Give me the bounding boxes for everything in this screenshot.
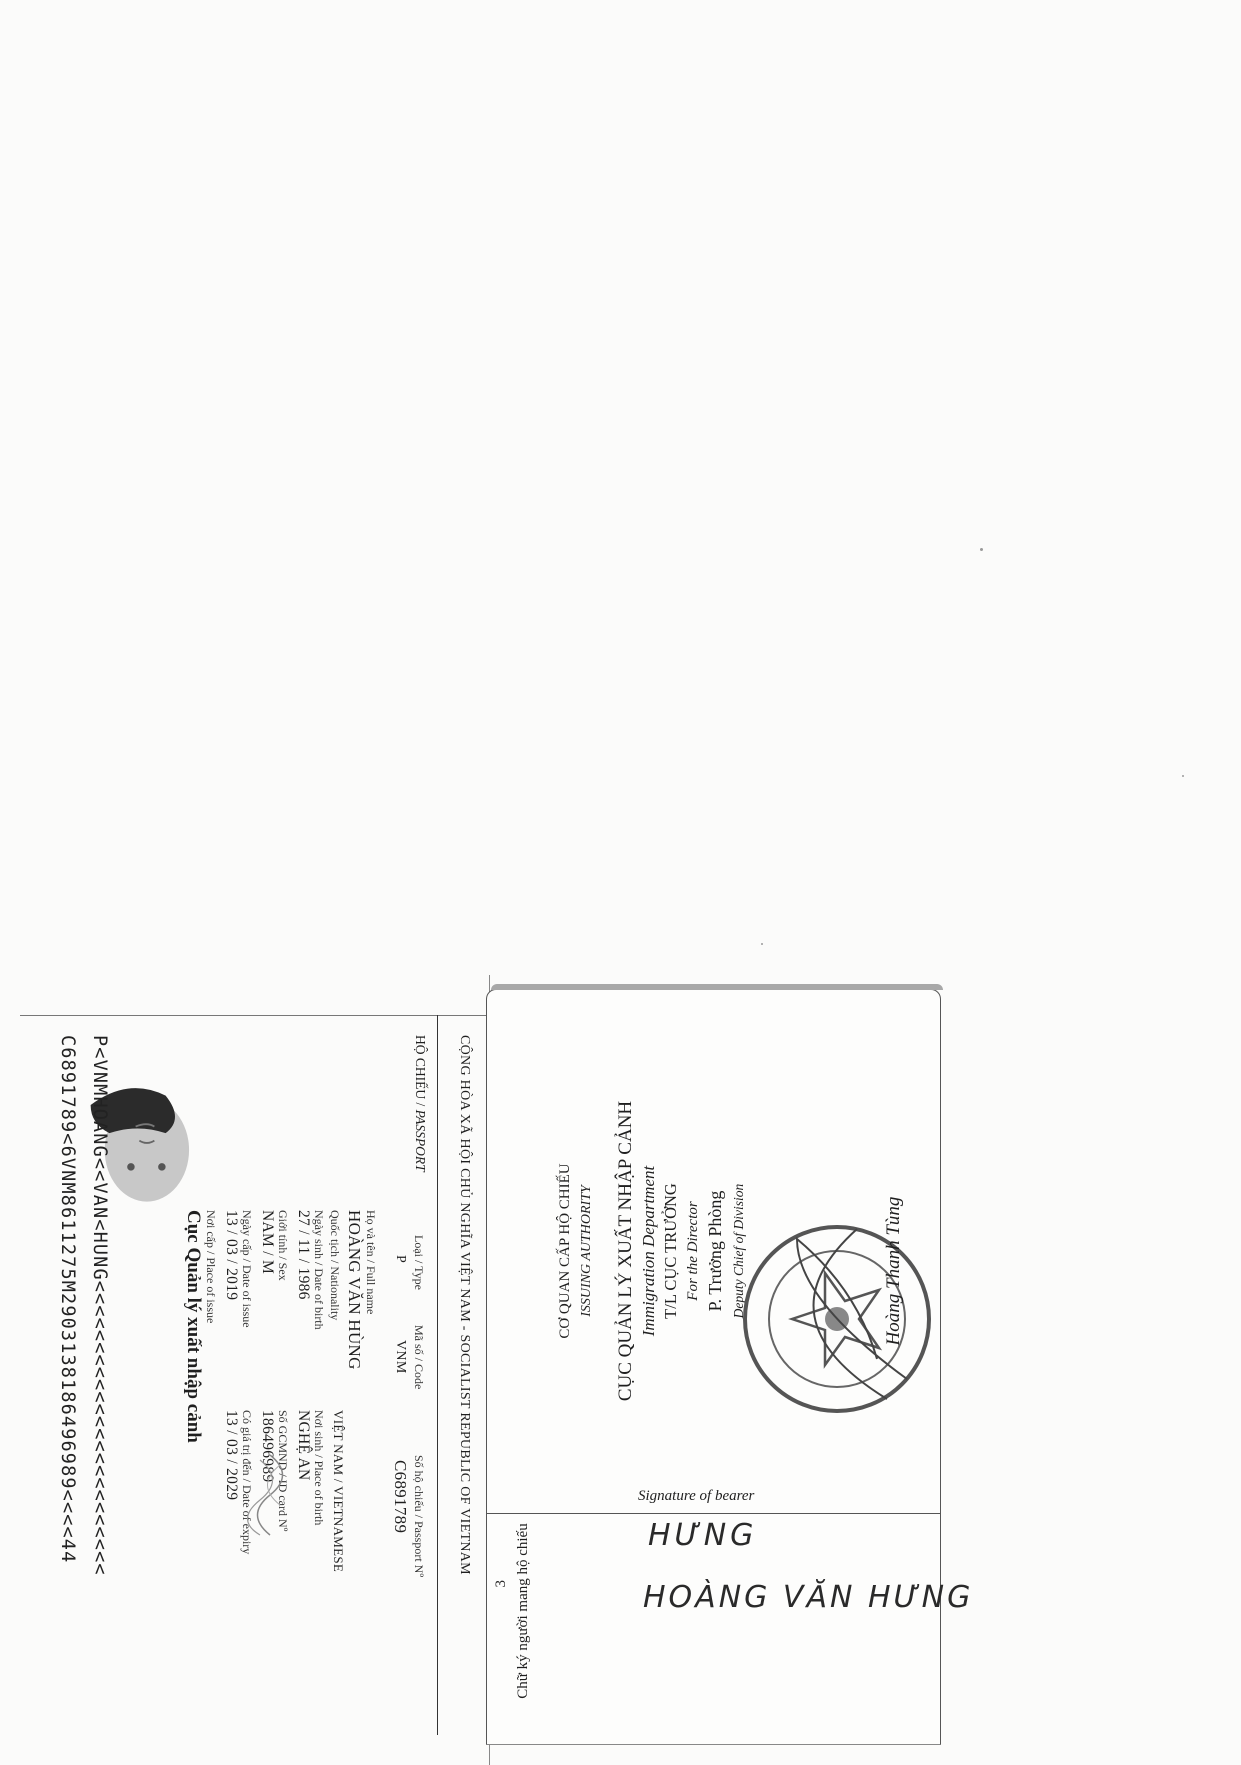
department-en: Immigration Department <box>639 1165 658 1337</box>
id-label: Số GCMND / ID card Nº <box>276 1410 290 1532</box>
official-seal-icon <box>737 1219 937 1419</box>
bearer-signature-label-en: Signature of bearer <box>638 1488 755 1504</box>
page-edge-left <box>20 1015 490 1016</box>
pob-value: NGHỆ AN <box>295 1410 312 1481</box>
signer-name: Hoàng Thanh Tùng <box>883 1196 904 1346</box>
issue-date-label: Ngày cấp / Date of issue <box>240 1210 254 1328</box>
expiry-label: Có giá trị đến / Date of expiry <box>240 1410 254 1555</box>
scan-speck <box>761 943 763 945</box>
signer-title-vi: P. Trưởng Phòng <box>705 1190 725 1312</box>
place-of-issue-value: Cục Quản lý xuất nhập cảnh <box>183 1210 204 1443</box>
signer-title-en: Deputy Chief of Division <box>731 1183 746 1319</box>
nationality-label: Quốc tịch / Nationality <box>328 1210 342 1321</box>
dob-value: 27 / 11 / 1986 <box>295 1210 312 1300</box>
nationality-value: VIỆT NAM / VIETNAMESE <box>331 1410 346 1573</box>
handwritten-signature-full: HOÀNG VĂN HƯNG <box>643 1580 974 1615</box>
code-value: VNM <box>393 1340 408 1374</box>
passport-number-label: Số hộ chiếu / Passport Nº <box>412 1455 426 1578</box>
mrz-line-2: C6891789<6VNM8611275M2903138186496989<<<<44 <box>57 1035 78 1564</box>
fullname-value: HOÀNG VĂN HÙNG <box>345 1210 364 1370</box>
fullname-label: Họ và tên / Full name <box>364 1210 378 1315</box>
department-vi: CỤC QUẢN LÝ XUẤT NHẬP CẢNH <box>615 1100 636 1402</box>
type-label: Loại / Type <box>412 1235 426 1290</box>
sex-label: Giới tính / Sex <box>276 1210 290 1281</box>
on-behalf-director: T/L CỤC TRƯỞNG <box>661 1183 680 1319</box>
passport-title-line <box>412 1035 428 1172</box>
scan-speck <box>1182 775 1184 777</box>
dob-label: Ngày sinh / Date of birth <box>312 1210 326 1330</box>
sex-value: NAM / M <box>259 1210 276 1275</box>
page-number: 3 <box>493 1580 509 1588</box>
handwritten-signature-short: HƯNG <box>648 1518 758 1553</box>
authority-block <box>487 988 940 1514</box>
republic-header: CỘNG HÒA XÃ HỘI CHỦ NGHĨA VIỆT NAM - SOCIALIST REPUBLIC OF VIETNAM <box>457 1035 472 1575</box>
bearer-signature-label-vi: Chữ ký người mang hộ chiếu <box>515 1523 531 1699</box>
place-of-issue-label: Nơi cấp / Place of issue <box>204 1210 218 1324</box>
fingerprint-mark-icon <box>240 1445 300 1545</box>
pob-label: Nơi sinh / Place of birth <box>312 1410 326 1526</box>
header-rule <box>437 1015 438 1735</box>
for-director-en: For the Director <box>685 1201 701 1301</box>
code-label: Mã số / Code <box>412 1325 426 1390</box>
issuing-authority-en: ISSUING AUTHORITY <box>579 1185 594 1317</box>
expiry-value: 13 / 03 / 2029 <box>223 1410 240 1501</box>
passport-number-value: C6891789 <box>391 1460 410 1534</box>
type-value: P <box>393 1255 408 1264</box>
id-value: 186496989 <box>259 1410 276 1483</box>
bearer-signature-area <box>508 1488 974 1718</box>
passport-title: HỘ CHIẾU / PASSPORT <box>413 1035 428 1172</box>
mrz-line-1: P<VNMHOANG<<VAN<HUNG<<<<<<<<<<<<<<<<<<<<<<<< <box>89 1035 110 1576</box>
passport-data-page <box>20 1015 490 1735</box>
scan-speck <box>980 548 983 551</box>
issuing-authority-vi: CƠ QUAN CẤP HỘ CHIẾU <box>557 1163 573 1339</box>
issue-date-value: 13 / 03 / 2019 <box>223 1210 240 1301</box>
